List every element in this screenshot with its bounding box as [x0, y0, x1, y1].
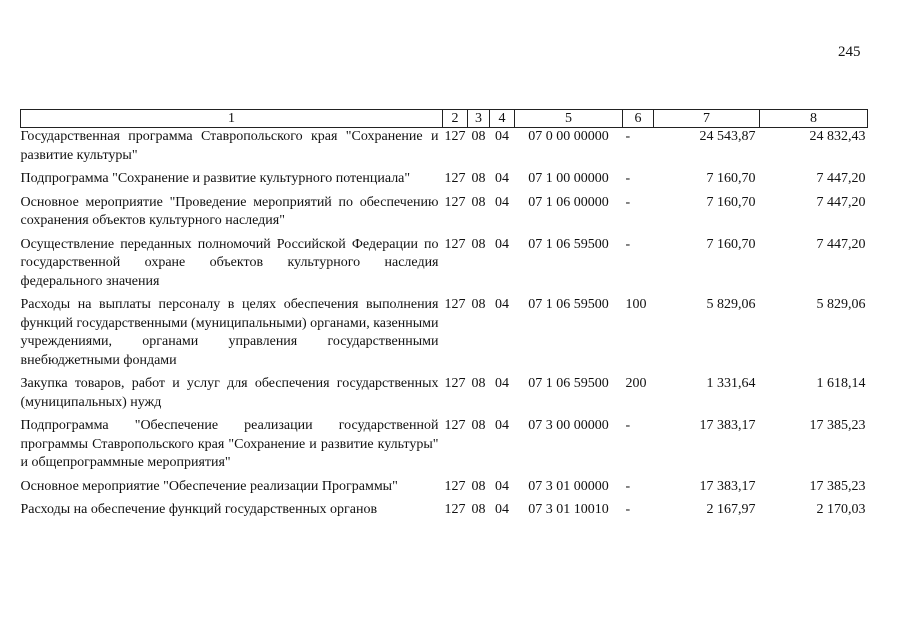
row-amount-col8: 7 447,20 [816, 236, 866, 252]
header-col-1: 1 [21, 110, 443, 128]
row-target-code: 07 3 01 00000 [528, 478, 609, 494]
row-ministry-code: 127 [444, 376, 466, 391]
table-row [21, 375, 868, 417]
row-amount-col7: 7 160,70 [706, 236, 756, 252]
row-section-code: 08 [471, 478, 486, 494]
row-target-code: 07 0 00 00000 [528, 129, 609, 144]
row-name: Основное мероприятие "Проведение мероприятий по обеспечению сохранения объектов культурного наследия" [20, 194, 439, 228]
row-amount-col7: 24 543,87 [699, 129, 756, 144]
row-amount-col7: 5 829,06 [706, 297, 756, 312]
row-target-code: 07 3 00 00000 [528, 418, 609, 433]
row-expense-type: 100 [625, 297, 647, 312]
row-ministry-code: 127 [444, 478, 466, 494]
row-target-code: 07 1 06 59500 [528, 376, 609, 391]
table-header-row [21, 110, 868, 128]
row-name: Государственная программа Ставропольского края "Сохранение и развитие культуры" [20, 129, 439, 163]
row-expense-type: - [625, 194, 631, 210]
row-section-code: 08 [471, 236, 486, 252]
header-col-7: 7 [654, 110, 760, 128]
row-amount-col7: 17 383,17 [699, 478, 756, 494]
row-section-code: 08 [471, 376, 486, 391]
row-subsection-code: 04 [495, 376, 509, 391]
header-col-8: 8 [760, 110, 868, 128]
row-target-code: 07 1 06 00000 [528, 194, 609, 210]
row-name: Закупка товаров, работ и услуг для обеспечения государственных (муниципальных) нужд [20, 376, 439, 410]
header-col-6: 6 [623, 110, 654, 128]
row-section-code: 08 [471, 502, 486, 517]
row-expense-type: - [625, 236, 631, 252]
header-col-2: 2 [443, 110, 468, 128]
row-name: Расходы на обеспечение функций государственных органов [20, 502, 378, 517]
row-name: Основное мероприятие "Обеспечение реализации Программы" [20, 478, 398, 494]
table-row [21, 417, 868, 478]
row-target-code: 07 1 06 59500 [528, 297, 609, 312]
row-expense-type: - [625, 478, 631, 494]
row-subsection-code: 04 [495, 418, 509, 433]
row-amount-col8: 2 170,03 [816, 502, 866, 517]
row-target-code: 07 3 01 10010 [528, 502, 609, 517]
row-expense-type: - [625, 502, 631, 517]
table-row [21, 501, 868, 525]
row-name: Подпрограмма "Сохранение и развитие культурного потенциала" [20, 171, 411, 186]
row-subsection-code: 04 [495, 478, 509, 494]
row-section-code: 08 [471, 194, 486, 210]
row-amount-col7: 7 160,70 [706, 171, 756, 186]
header-col-4: 4 [490, 110, 515, 128]
table-row [21, 128, 868, 171]
row-section-code: 08 [471, 297, 486, 312]
header-col-3: 3 [468, 110, 490, 128]
row-subsection-code: 04 [495, 297, 509, 312]
row-expense-type: 200 [625, 376, 647, 391]
row-section-code: 08 [471, 418, 486, 433]
table-row [21, 236, 868, 297]
row-ministry-code: 127 [444, 171, 466, 186]
row-amount-col8: 24 832,43 [809, 129, 866, 144]
row-amount-col7: 17 383,17 [699, 418, 756, 433]
row-amount-col8: 17 385,23 [809, 418, 866, 433]
row-ministry-code: 127 [444, 418, 466, 433]
row-subsection-code: 04 [495, 502, 509, 517]
row-ministry-code: 127 [444, 129, 466, 144]
row-ministry-code: 127 [444, 194, 466, 210]
row-ministry-code: 127 [444, 502, 466, 517]
row-amount-col8: 1 618,14 [816, 376, 866, 391]
row-ministry-code: 127 [444, 236, 466, 252]
row-section-code: 08 [471, 129, 486, 144]
page-number: 245 [838, 44, 861, 60]
header-col-5: 5 [515, 110, 623, 128]
row-expense-type: - [625, 171, 631, 186]
row-expense-type: - [625, 418, 631, 433]
row-subsection-code: 04 [495, 171, 509, 186]
row-amount-col8: 17 385,23 [809, 478, 866, 494]
row-name: Расходы на выплаты персоналу в целях обеспечения выполнения функций государственными (муниципальными) органами, казенными учреждениями, органами управления государственными внебюджетными фондами [20, 297, 439, 368]
table-row [21, 194, 868, 236]
row-amount-col8: 5 829,06 [816, 297, 866, 312]
row-name: Подпрограмма "Обеспечение реализации государственной программы Ставропольского края "Сохранение и развитие культуры" и общепрограммные мероприятия" [20, 418, 439, 470]
table-row [21, 170, 868, 194]
row-amount-col8: 7 447,20 [816, 171, 866, 186]
row-section-code: 08 [471, 171, 486, 186]
row-subsection-code: 04 [495, 129, 509, 144]
table-row [21, 478, 868, 502]
row-target-code: 07 1 06 59500 [528, 236, 609, 252]
row-amount-col7: 7 160,70 [706, 194, 756, 210]
table-row [21, 296, 868, 375]
row-amount-col8: 7 447,20 [816, 194, 866, 210]
row-name: Осуществление переданных полномочий Российской Федерации по государственной охране объектов культурного наследия федерального значения [20, 236, 439, 289]
row-ministry-code: 127 [444, 297, 466, 312]
row-amount-col7: 2 167,97 [706, 502, 756, 517]
row-subsection-code: 04 [495, 236, 509, 252]
row-subsection-code: 04 [495, 194, 509, 210]
row-amount-col7: 1 331,64 [706, 376, 756, 391]
budget-table [20, 109, 868, 525]
row-expense-type: - [625, 129, 631, 144]
row-target-code: 07 1 00 00000 [528, 171, 609, 186]
